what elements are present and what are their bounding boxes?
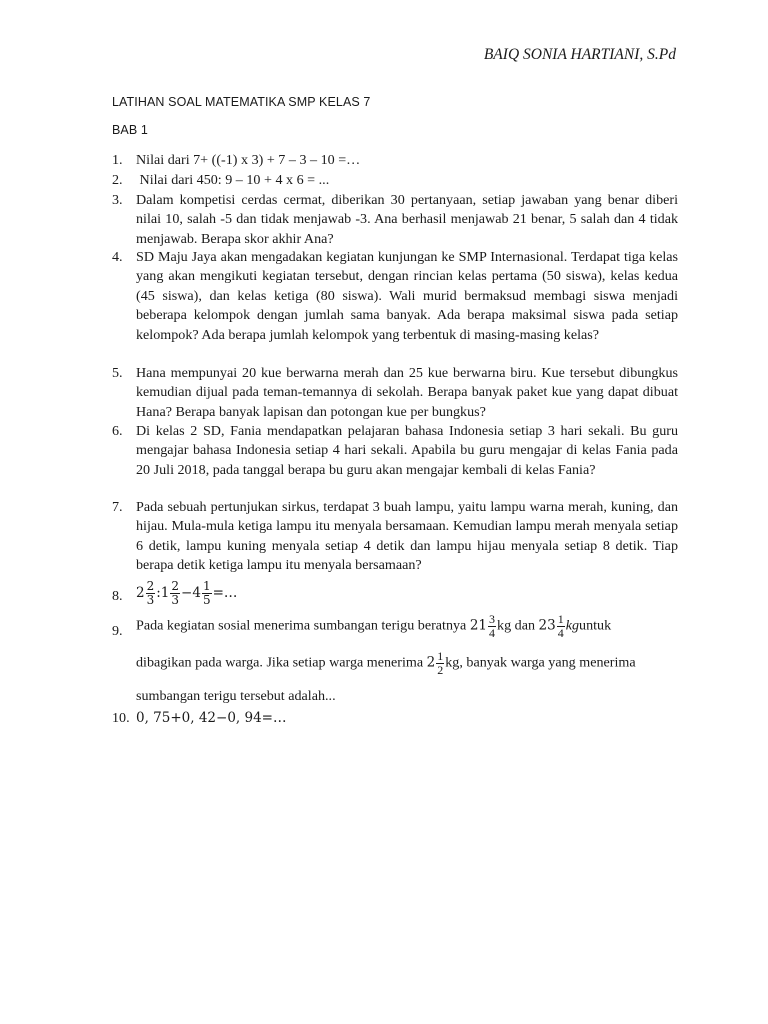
chapter-label: BAB 1	[112, 123, 148, 137]
question-number: 8.	[112, 588, 123, 604]
question-text: Hana mempunyai 20 kue berwarna merah dan 25 kue berwarna biru. Kue tersebut dibungkus kemudian dijual pada teman-temannya di sekolah. Berapa banyak paket kue yang dapat dibuat Hana? Berapa banyak lapisan dan potongan kue per bungkus?	[136, 365, 678, 420]
question-text: SD Maju Jaya akan mengadakan kegiatan kunjungan ke SMP Internasional. Terdapat tiga kelas yang akan mengikuti kegiatan tersebut, dengan rincian kelas pertama (50 siswa), kelas kedua (45 siswa), dan kelas ketiga (80 siswa). Wali murid bermaksud membagi siswa menjadi beberapa kelompok dengan jumlah sama banyak. Ada berapa maksimal siswa pada setiap kelompok? Ada berapa jumlah kelompok yang terbentuk di masing-masing kelas?	[136, 249, 678, 343]
fraction	[488, 613, 496, 640]
denominator: 2	[437, 663, 444, 677]
text-run: untuk	[579, 617, 612, 634]
question-text: Dalam kompetisi cerdas cermat, diberikan 30 pertanyaan, setiap jawaban yang benar diberi nilai 10, salah -5 dan tidak menjawab -3. Ana berhasil menjawab 21 benar, 5 salah dan 4 tidak menjawab. Berapa skor akhir Ana?	[136, 192, 678, 247]
denominator: 3	[171, 593, 180, 607]
fraction	[557, 613, 565, 640]
operator: :	[156, 585, 161, 601]
author-name: BAIQ SONIA HARTIANI, S.Pd	[483, 46, 676, 63]
question-9	[112, 613, 678, 706]
fraction	[202, 580, 212, 607]
question-expression: 0, 75+0, 42−0, 94=…	[136, 710, 287, 726]
fraction	[146, 580, 156, 607]
denominator: 4	[557, 626, 564, 640]
whole-part: 2	[136, 585, 145, 601]
numerator: 1	[437, 649, 444, 663]
worksheet-title: LATIHAN SOAL MATEMATIKA SMP KELAS 7	[112, 95, 371, 109]
denominator: 4	[489, 626, 496, 640]
text-run: kg, banyak warga yang menerima	[445, 654, 636, 671]
question-number: 9.	[112, 623, 123, 639]
question-text: Pada sebuah pertunjukan sirkus, terdapat 3 buah lampu, yaitu lampu warna merah, kuning, dan hijau. Mula-mula ketiga lampu itu menyala bersamaan. Kemudian lampu merah menyala setiap 6 detik, lampu kuning menyala setiap 4 detik dan lampu hijau menyala setiap 8 detik. Tiap berapa detik ketiga lampu itu menyala bersamaan?	[136, 499, 678, 574]
unit-italic: kg	[565, 617, 580, 634]
denominator: 5	[202, 593, 211, 607]
question-number: 4.	[112, 249, 123, 265]
question-line	[136, 613, 678, 640]
question-4	[112, 248, 678, 345]
numerator: 2	[146, 579, 155, 593]
question-number: 1.	[112, 152, 123, 168]
question-text: Di kelas 2 SD, Fania mendapatkan pelajaran bahasa Indonesia setiap 3 hari sekali. Bu guru mengajar bahasa Indonesia setiap 4 hari sekali. Apabila bu guru mengajar di kelas Fania pada 20 Juli 2018, pada tanggal berapa bu guru akan mengajar kembali di kelas Fania?	[136, 423, 678, 478]
text-run: kg dan	[497, 617, 539, 634]
numerator: 3	[489, 612, 496, 626]
whole-part: 4	[192, 585, 201, 601]
question-number: 6.	[112, 423, 123, 439]
question-expression	[136, 580, 678, 607]
question-6	[112, 422, 678, 480]
question-2	[112, 171, 678, 190]
question-text: Nilai dari 450: 9 – 10 + 4 x 6 = ...	[136, 172, 330, 188]
fraction	[436, 650, 444, 677]
question-1	[112, 151, 678, 170]
whole-part: 21	[469, 617, 488, 634]
question-10	[112, 709, 678, 728]
whole-part: 2	[426, 654, 436, 671]
question-text: Nilai dari 7+ ((-1) x 3) + 7 – 3 – 10 =…	[136, 152, 361, 168]
question-5	[112, 364, 678, 422]
equals-ellipsis: =…	[212, 585, 238, 601]
numerator: 1	[557, 612, 564, 626]
denominator: 3	[146, 593, 155, 607]
question-line	[136, 650, 678, 677]
numerator: 2	[171, 579, 180, 593]
whole-part: 23	[538, 617, 556, 634]
text-run: dibagikan pada warga. Jika setiap warga menerima	[136, 654, 427, 671]
question-number: 3.	[112, 192, 123, 208]
question-8	[112, 580, 678, 607]
operator: −	[181, 585, 193, 601]
fraction	[170, 580, 180, 607]
question-number: 7.	[112, 499, 123, 515]
numerator: 1	[202, 579, 211, 593]
question-line: sumbangan terigu tersebut adalah...	[136, 688, 336, 704]
whole-part: 1	[160, 585, 170, 601]
question-3	[112, 191, 678, 249]
question-number: 5.	[112, 365, 123, 381]
question-text	[136, 613, 678, 706]
question-number: 2.	[112, 172, 123, 188]
question-7	[112, 498, 678, 576]
text-run: Pada kegiatan sosial menerima sumbangan terigu beratnya	[136, 617, 470, 634]
question-number: 10.	[112, 710, 130, 726]
